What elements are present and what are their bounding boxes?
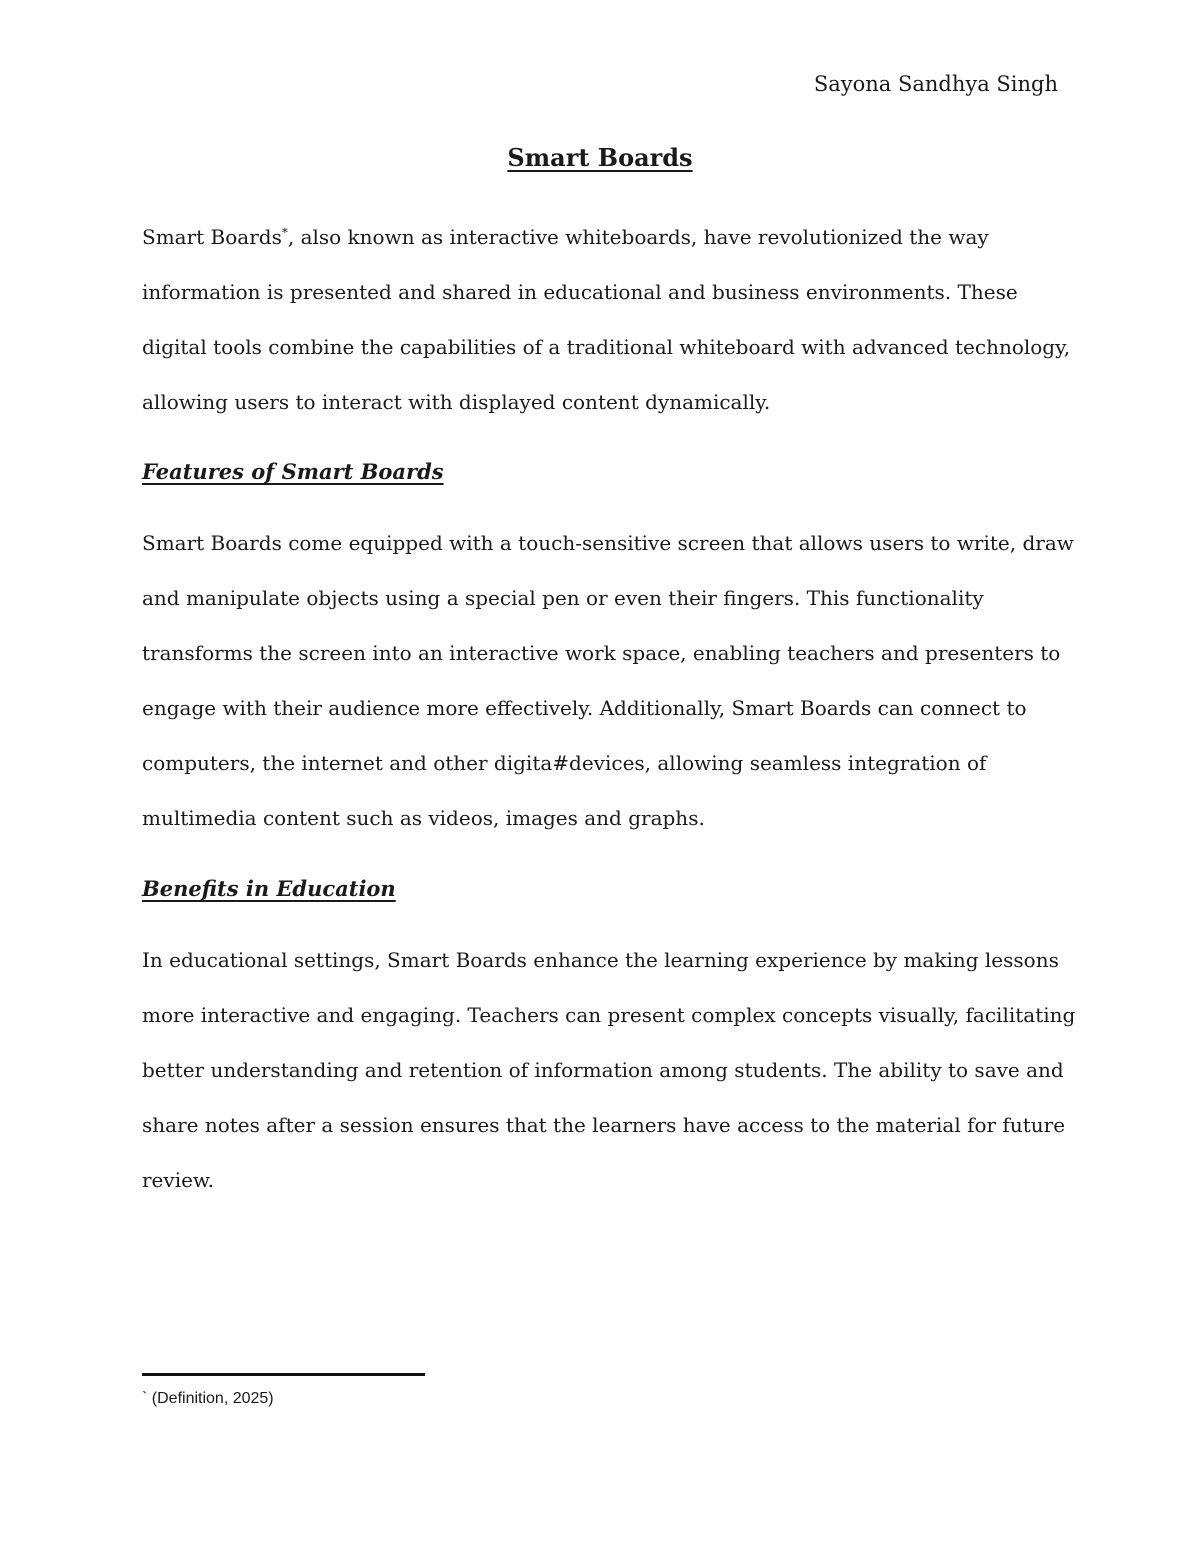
paragraph-line: multimedia content such as videos, images and graphs. [142, 806, 705, 830]
paragraph-line: better understanding and retention of information among students. The ability to save and [142, 1058, 1064, 1082]
paragraph-line [142, 210, 1072, 265]
paragraph-line: transforms the screen into an interactive work space, enabling teachers and presenters to [142, 641, 1061, 665]
paragraph-line: information is presented and shared in educational and business environments. These [142, 280, 1018, 304]
intro-paragraph [142, 210, 1072, 430]
intro-lead: Smart Boards [142, 225, 282, 249]
footnote-marker: ` [142, 1390, 148, 1407]
paragraph-line: and manipulate objects using a special pen or even their fingers. This functionality [142, 586, 984, 610]
paragraph-line: digital tools combine the capabilities of a traditional whiteboard with advanced technology, [142, 335, 1071, 359]
section-heading-features: Features of Smart Boards [142, 459, 444, 484]
footnote-reference[interactable]: * [281, 225, 288, 240]
footnote-text: (Definition, 2025) [151, 1390, 274, 1407]
intro-line-text: also known as interactive whiteboards, have revolutionized the way [300, 225, 989, 249]
paragraph-line: computers, the internet and other digita#devices, allowing seamless integration of [142, 751, 987, 775]
features-paragraph [142, 516, 1072, 846]
author-name: Sayona Sandhya Singh [813, 72, 1058, 96]
paragraph-line: Smart Boards come equipped with a touch-sensitive screen that allows users to write, draw [142, 531, 1074, 555]
paragraph-line: engage with their audience more effectively. Additionally, Smart Boards can connect to [142, 696, 1027, 720]
paragraph-line: In educational settings, Smart Boards enhance the learning experience by making lessons [142, 948, 1059, 972]
footnote [142, 1390, 274, 1408]
benefits-paragraph [142, 933, 1076, 1208]
paragraph-line: more interactive and engaging. Teachers can present complex concepts visually, facilitating [142, 1003, 1076, 1027]
paragraph-line: allowing users to interact with displayed content dynamically. [142, 390, 771, 414]
section-heading-benefits: Benefits in Education [142, 876, 396, 901]
page-title: Smart Boards [507, 143, 693, 172]
paragraph-line: review. [142, 1168, 215, 1192]
intro-lead-suffix: , [287, 225, 301, 249]
footnote-separator [142, 1373, 425, 1376]
paragraph-line: share notes after a session ensures that the learners have access to the material for future [142, 1113, 1066, 1137]
